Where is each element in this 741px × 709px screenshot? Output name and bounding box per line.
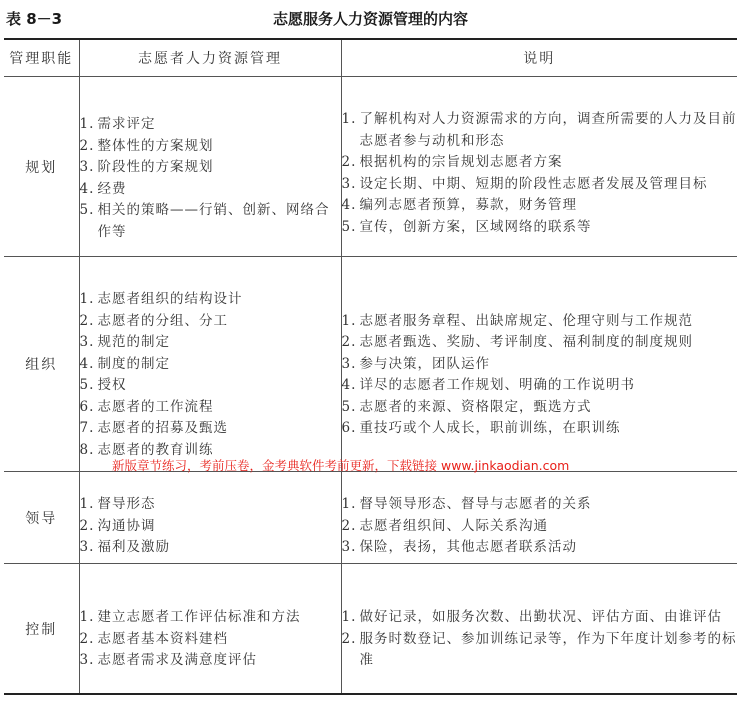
list-item-text: 做好记录，如服务次数、出勤状况、评估方面、由谁评估 (359, 609, 722, 626)
list-item-text: 阶段性的方案规划 (97, 159, 214, 175)
list-item-text: 根据机构的宗旨规划志愿者方案 (359, 154, 563, 170)
list-item (342, 109, 738, 152)
list-item-text: 志愿者甄选、奖励、考评制度、福利制度的制度规则 (359, 334, 693, 350)
list-item-text: 设定长期、中期、短期的阶段性志愿者发展及管理目标 (359, 175, 708, 192)
items-cell (79, 257, 341, 472)
function-cell: 组织 (4, 257, 79, 472)
list-item (80, 157, 341, 179)
list-item-text: 授权 (97, 377, 127, 393)
list-item-number: 1. (341, 609, 357, 626)
items-list (80, 494, 341, 559)
list-item-text: 保险，表扬，其他志愿者联系活动 (359, 539, 577, 556)
list-item-number: 5. (79, 377, 95, 393)
list-item-number: 8. (79, 441, 95, 458)
notes-cell (341, 77, 737, 257)
list-item (80, 650, 341, 672)
list-item-text: 了解机构对人力资源需求的方向，调查所需要的人力及目前志愿者参与动机和形态 (359, 111, 737, 149)
list-item-text: 宣传，创新方案，区域网络的联系等 (359, 218, 592, 235)
list-item-number: 2. (341, 630, 357, 647)
list-item-number: 1. (341, 496, 357, 513)
notes-list (342, 311, 738, 440)
header-items: 志愿者人力资源管理 (79, 40, 341, 77)
list-item (342, 494, 738, 516)
list-item-text: 需求评定 (97, 116, 156, 132)
list-item-number: 2. (79, 312, 95, 329)
list-item-number: 1. (79, 609, 95, 626)
list-item-text: 志愿者的工作流程 (97, 398, 214, 415)
list-item-text: 服务时数登记、参加训练记录等，作为下年度计划参考的标准 (359, 630, 737, 669)
header-function: 管理职能 (4, 40, 79, 77)
list-item-number: 2. (341, 154, 357, 170)
table-row (4, 472, 737, 564)
list-item-text: 经费 (97, 180, 127, 197)
list-item (342, 195, 738, 217)
list-item-number: 3. (79, 334, 95, 350)
notes-list (342, 494, 738, 559)
list-item-number: 4. (341, 377, 357, 393)
list-item (80, 418, 341, 440)
list-item (80, 289, 341, 311)
items-cell (79, 77, 341, 257)
list-item-text: 重技巧或个人成长，职前训练，在职训练 (359, 420, 621, 436)
list-item (342, 332, 738, 354)
list-item (342, 375, 738, 397)
list-item-number: 3. (79, 652, 95, 669)
list-item-number: 5. (341, 398, 357, 415)
items-list (80, 289, 341, 461)
list-item-number: 2. (79, 137, 95, 154)
list-item-number: 2. (79, 630, 95, 647)
list-item-number: 2. (79, 517, 95, 534)
notes-cell (341, 472, 737, 564)
list-item (80, 494, 341, 516)
list-item-number: 1. (341, 111, 357, 127)
list-item-text: 沟通协调 (97, 517, 156, 534)
notes-list (342, 607, 738, 672)
watermark-text: 新版章节练习，考前压卷，金考典软件考前更新，下载链接 www.jinkaodian.com (112, 458, 570, 473)
header-notes: 说明 (341, 40, 737, 77)
list-item-text: 志愿者组织间、人际关系沟通 (359, 517, 548, 534)
list-item-number: 3. (79, 539, 95, 556)
list-item (342, 629, 738, 672)
list-item-number: 3. (341, 175, 357, 192)
notes-cell (341, 564, 737, 694)
list-item-number: 3. (79, 159, 95, 175)
table-title: 志愿服务人力资源管理的内容 (272, 10, 468, 28)
table-row (4, 77, 737, 257)
list-item-text: 志愿者需求及满意度评估 (97, 652, 257, 669)
notes-cell (341, 257, 737, 472)
function-cell: 领导 (4, 472, 79, 564)
list-item (80, 354, 341, 376)
list-item-number: 1. (341, 312, 357, 329)
list-item (342, 607, 738, 629)
list-item-text: 编列志愿者预算，募款，财务管理 (359, 197, 577, 213)
list-item-number: 6. (79, 398, 95, 415)
list-item (80, 397, 341, 419)
list-item (342, 174, 738, 196)
list-item (80, 629, 341, 651)
bottom-rule (4, 693, 737, 695)
list-item-number: 5. (341, 218, 357, 235)
list-item-text: 志愿者基本资料建档 (97, 630, 228, 647)
list-item-number: 2. (341, 517, 357, 534)
list-item-text: 建立志愿者工作评估标准和方法 (97, 609, 301, 626)
items-list (80, 114, 341, 243)
list-item-text: 志愿者的分组、分工 (97, 312, 228, 329)
list-item (80, 607, 341, 629)
list-item-number: 4. (79, 355, 95, 372)
list-item (80, 136, 341, 158)
list-item-number: 3. (341, 539, 357, 556)
list-item (80, 375, 341, 397)
list-item-text: 整体性的方案规划 (97, 137, 214, 154)
list-item (80, 537, 341, 559)
list-item-number: 6. (341, 420, 357, 436)
table-row (4, 257, 737, 472)
list-item-text: 制度的制定 (97, 355, 170, 372)
list-item-number: 1. (79, 496, 95, 513)
list-item-number: 1. (79, 291, 95, 307)
list-item (80, 179, 341, 201)
list-item-text: 志愿者服务章程、出缺席规定、伦理守则与工作规范 (359, 312, 693, 329)
list-item-number: 4. (79, 180, 95, 197)
function-cell: 控制 (4, 564, 79, 694)
list-item-number: 7. (79, 420, 95, 436)
list-item (342, 311, 738, 333)
list-item (80, 332, 341, 354)
list-item (342, 397, 738, 419)
list-item-text: 规范的制定 (97, 334, 170, 350)
list-item (80, 114, 341, 136)
items-cell (79, 564, 341, 694)
list-item-text: 相关的策略——行销、创新、网络合作等 (97, 202, 330, 240)
table-number: 表 8－3 (6, 10, 63, 28)
list-item (342, 418, 738, 440)
items-list (80, 607, 341, 672)
list-item-number: 5. (79, 202, 95, 218)
list-item-text: 志愿者的招募及甄选 (97, 420, 228, 436)
list-item-number: 1. (79, 116, 95, 132)
list-item-text: 志愿者的来源、资格限定，甄选方式 (359, 398, 592, 415)
list-item-text: 参与决策，团队运作 (359, 355, 490, 372)
table-caption (4, 6, 737, 32)
list-item (342, 354, 738, 376)
list-item-text: 志愿者的教育训练 (97, 441, 214, 458)
function-cell: 规划 (4, 77, 79, 257)
list-item (342, 217, 738, 239)
items-cell (79, 472, 341, 564)
table-row (4, 564, 737, 694)
list-item (80, 311, 341, 333)
list-item-text: 详尽的志愿者工作规划、明确的工作说明书 (359, 377, 635, 393)
list-item (342, 152, 738, 174)
list-item-text: 福利及激励 (97, 539, 170, 556)
list-item-text: 督导形态 (97, 496, 156, 513)
list-item-number: 3. (341, 355, 357, 372)
list-item-number: 2. (341, 334, 357, 350)
notes-list (342, 109, 738, 238)
list-item-number: 4. (341, 197, 357, 213)
content-table (4, 40, 737, 693)
list-item (80, 516, 341, 538)
list-item-text: 志愿者组织的结构设计 (97, 291, 243, 307)
list-item (342, 516, 738, 538)
list-item (342, 537, 738, 559)
header-row (4, 40, 737, 77)
list-item (80, 200, 341, 243)
list-item-text: 督导领导形态、督导与志愿者的关系 (359, 496, 592, 513)
